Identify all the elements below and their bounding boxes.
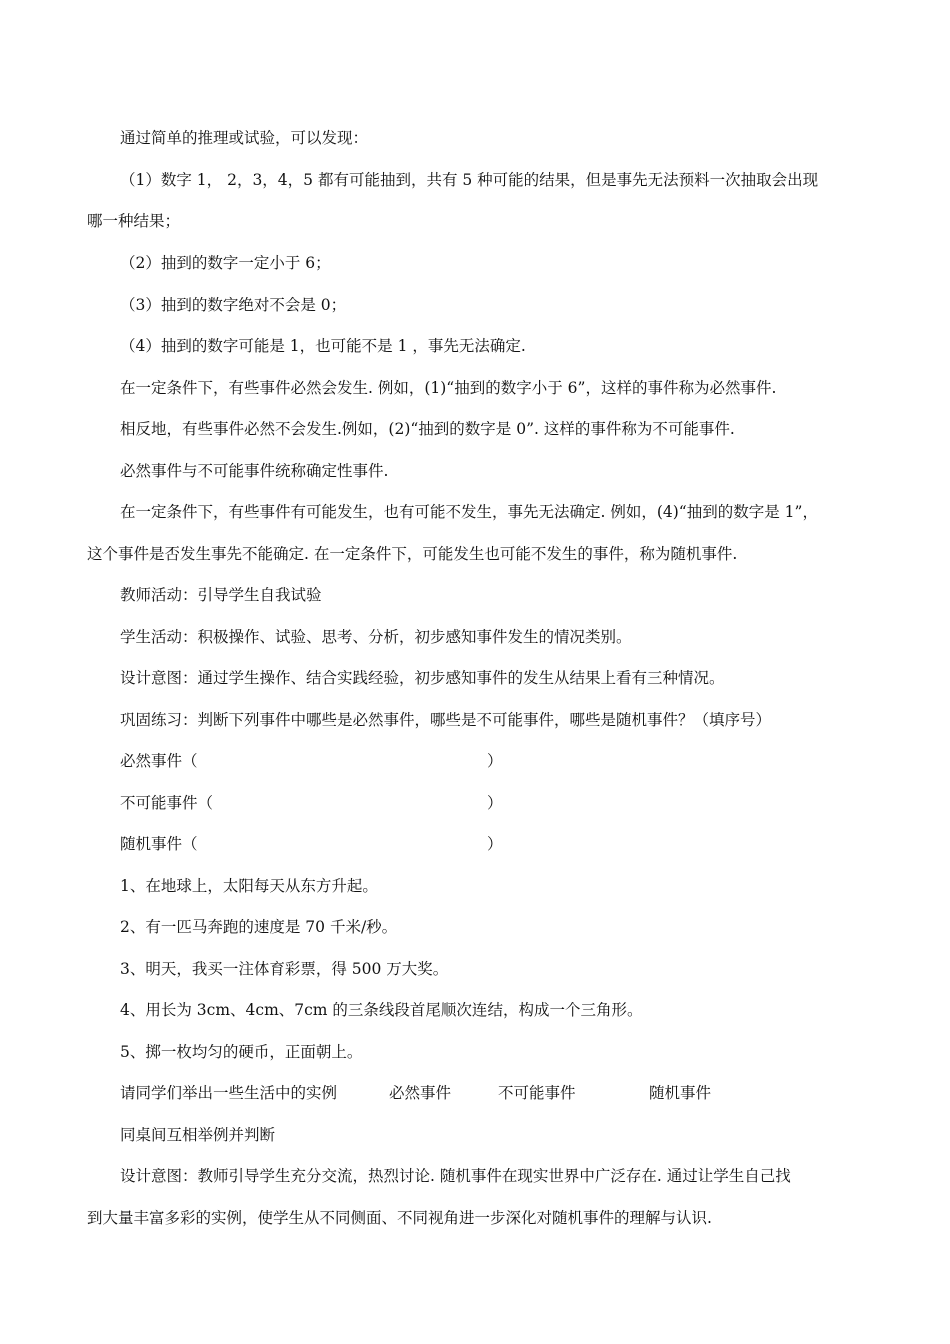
examples-certain: 必然事件 (389, 1084, 452, 1102)
list-item: 1、在地球上，太阳每天从东方升起。 (120, 877, 378, 895)
fill-in-random (120, 834, 198, 854)
fill-in-certain (120, 751, 198, 771)
fill-in-random-close: ） (487, 835, 503, 853)
student-activity: 学生活动：积极操作、试验、思考、分析，初步感知事件发生的情况类别。 (120, 628, 632, 646)
design-intent-1: 设计意图：通过学生操作、结合实践经验，初步感知事件的发生从结果上看有三种情况。 (120, 669, 725, 687)
teacher-activity: 教师活动：引导学生自我试验 (120, 586, 322, 604)
definition-deterministic-event: 必然事件与不可能事件统称确定性事件. (120, 462, 389, 480)
observation-4: （4）抽到的数字可能是 1，也可能不是 1 ，事先无法确定. (120, 337, 526, 355)
examples-prompt: 请同学们举出一些生活中的实例 (120, 1084, 338, 1102)
list-item: 3、明天，我买一注体育彩票，得 500 万大奖。 (120, 960, 449, 978)
design-intent-2-line1: 设计意图：教师引导学生充分交流，热烈讨论. 随机事件在现实世界中广泛存在. 通过让学生自己找 (120, 1167, 791, 1185)
fill-in-impossible (120, 793, 213, 813)
definition-random-event-line2: 这个事件是否发生事先不能确定. 在一定条件下，可能发生也可能不发生的事件，称为随机事件. (87, 545, 738, 563)
fill-in-certain-close: ） (487, 752, 503, 770)
list-item: 5、掷一枚均匀的硬币，正面朝上。 (120, 1043, 363, 1061)
fill-in-certain-label: 必然事件（ (120, 752, 198, 770)
design-intent-2-line2: 到大量丰富多彩的实例，使学生从不同侧面、不同视角进一步深化对随机事件的理解与认识. (87, 1209, 712, 1227)
definition-impossible-event: 相反地，有些事件必然不会发生.例如，(2)“抽到的数字是 0”. 这样的事件称为不可能事件. (120, 420, 735, 438)
paragraph-intro: 通过简单的推理或试验，可以发现： (120, 129, 369, 147)
observation-3: （3）抽到的数字绝对不会是 0； (120, 296, 347, 314)
fill-in-impossible-close: ） (487, 794, 503, 812)
fill-in-impossible-label: 不可能事件（ (120, 794, 214, 812)
examples-impossible: 不可能事件 (498, 1084, 576, 1102)
definition-certain-event: 在一定条件下，有些事件必然会发生. 例如，(1)“抽到的数字小于 6”，这样的事件称为必然事件. (120, 379, 777, 397)
definition-random-event-line1: 在一定条件下，有些事件有可能发生，也有可能不发生，事先无法确定. 例如，(4)“抽到的数字是 1”， (120, 503, 818, 521)
examples-random: 随机事件 (649, 1084, 712, 1102)
practice-prompt: 巩固练习：判断下列事件中哪些是必然事件，哪些是不可能事件，哪些是随机事件？（填序号） (120, 711, 772, 729)
observation-2: （2）抽到的数字一定小于 6； (120, 254, 331, 272)
peer-activity: 同桌间互相举例并判断 (120, 1126, 276, 1144)
list-item: 4、用长为 3cm、4cm、7cm 的三条线段首尾顺次连结，构成一个三角形。 (120, 1001, 643, 1019)
observation-1-line1: （1）数字 1， 2，3，4，5 都有可能抽到，共有 5 种可能的结果，但是事先无法预料一次抽取会出现 (120, 171, 819, 189)
observation-1-line2: 哪一种结果； (87, 212, 181, 230)
fill-in-random-label: 随机事件（ (120, 835, 198, 853)
list-item: 2、有一匹马奔跑的速度是 70 千米/秒。 (120, 918, 398, 936)
